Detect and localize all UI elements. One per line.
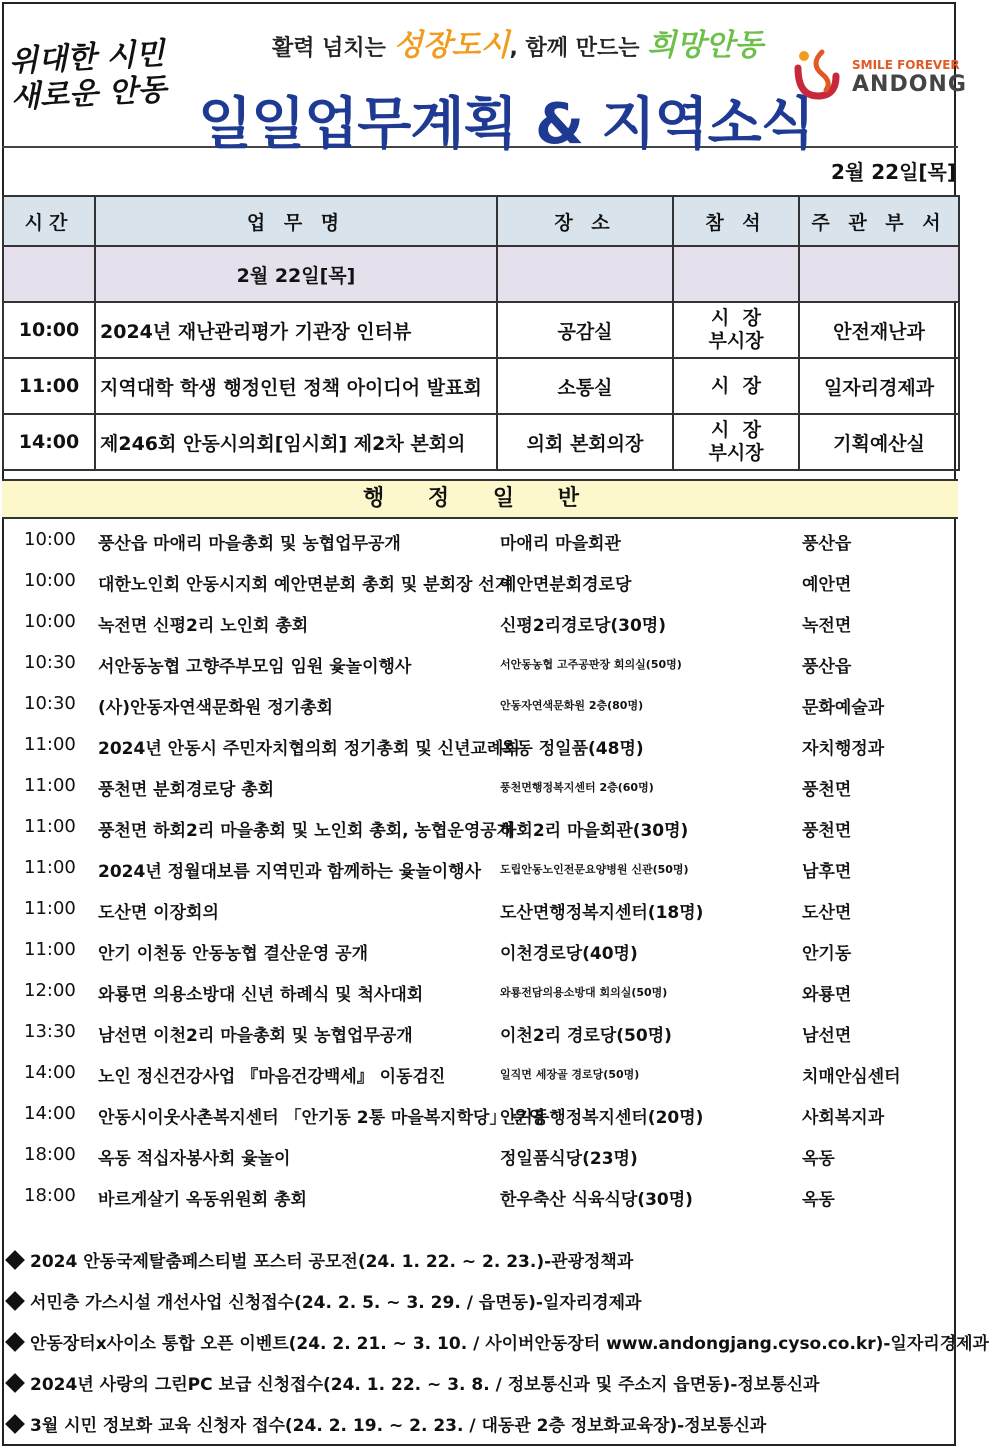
top-slogan xyxy=(272,20,763,64)
event-place: 와룡전담의용소방대 회의실(50명) xyxy=(500,986,668,999)
event-place: 일직면 세장골 경로당(50명) xyxy=(500,1068,640,1081)
list-item xyxy=(2,520,958,561)
list-item xyxy=(2,766,958,807)
event-place: 도산면행정복지센터(18명) xyxy=(500,903,704,923)
event-name: 2024년 정월대보름 지역민과 함께하는 윷놀이행사 xyxy=(98,862,482,882)
event-place: 서안동농협 고주공판장 회의실(50명) xyxy=(500,658,682,671)
event-name: 안동시이웃사촌복지센터 「안기동 2통 마을복지학당」 운영 xyxy=(98,1108,546,1128)
col-header-task: 업 무 명 xyxy=(95,196,497,246)
event-dept: 도산면 xyxy=(802,903,852,923)
slogan-hope: 희망안동 xyxy=(647,28,764,63)
notices-list xyxy=(4,1242,989,1447)
event-place: 안기동행정복지센터(20명) xyxy=(500,1108,704,1128)
notice-text: 2024년 사랑의 그린PC 보급 신청접수(24. 1. 22. ~ 3. 8. / 정보통신과 및 주소지 읍면동)-정보통신과 xyxy=(30,1375,820,1395)
event-dept: 풍천면 xyxy=(802,821,852,841)
row-task: 2024년 재난관리평가 기관장 인터뷰 xyxy=(95,302,497,358)
event-name: 노인 정신건강사업 『마음건강백세』 이동검진 xyxy=(98,1067,446,1087)
table-row xyxy=(3,358,959,414)
diamond-bullet-icon xyxy=(5,1250,25,1270)
notice-text: 2024 안동국제탈춤페스티벌 포스터 공모전(24. 1. 22. ~ 2. 23.)-관광정책과 xyxy=(30,1252,634,1272)
event-place: 풍천면행정복지센터 2층(60명) xyxy=(500,781,654,794)
event-dept: 사회복지과 xyxy=(802,1108,885,1128)
list-item xyxy=(2,1012,958,1053)
diamond-bullet-icon xyxy=(5,1373,25,1393)
event-place: 안동자연색문화원 2층(80명) xyxy=(500,699,644,712)
event-time: 11:00 xyxy=(24,816,76,837)
col-header-attend: 참 석 xyxy=(673,196,799,246)
list-item xyxy=(2,848,958,889)
table-date-label: 2월 22일[목] xyxy=(95,246,497,302)
list-item xyxy=(2,807,958,848)
event-dept: 옥동 xyxy=(802,1190,835,1210)
row-time: 11:00 xyxy=(3,358,95,414)
notice-text: 서민층 가스시설 개선사업 신청접수(24. 2. 5. ~ 3. 29. / 읍면동)-일자리경제과 xyxy=(30,1293,642,1313)
event-dept: 녹전면 xyxy=(802,616,852,636)
diamond-bullet-icon xyxy=(5,1332,25,1352)
event-dept: 옥동 xyxy=(802,1149,835,1169)
list-item xyxy=(2,930,958,971)
list-item xyxy=(2,561,958,602)
row-task: 지역대학 학생 행정인턴 정책 아이디어 발표회 xyxy=(95,358,497,414)
row-time: 14:00 xyxy=(3,414,95,470)
diamond-bullet-icon xyxy=(5,1291,25,1311)
notice-item xyxy=(4,1242,956,1283)
table-date-row xyxy=(3,246,959,302)
row-dept: 일자리경제과 xyxy=(799,358,959,414)
event-dept: 풍산읍 xyxy=(802,534,852,554)
event-dept: 풍천면 xyxy=(802,780,852,800)
event-place: 정일품식당(23명) xyxy=(500,1149,638,1169)
slogan-growth: 성장도시 xyxy=(393,28,510,63)
list-item xyxy=(2,684,958,725)
table-row xyxy=(3,414,959,470)
list-item xyxy=(2,1135,958,1176)
events-list xyxy=(2,520,958,1217)
row-place: 공감실 xyxy=(497,302,673,358)
notice-item xyxy=(4,1283,956,1324)
event-time: 14:00 xyxy=(24,1103,76,1124)
page-title: 일일업무계획 & 지역소식 xyxy=(198,92,814,157)
event-place: 이천2리 경로당(50명) xyxy=(500,1026,672,1046)
event-place: 신평2리경로당(30명) xyxy=(500,616,666,636)
table-header-row xyxy=(3,196,959,246)
notice-text: 3월 시민 정보화 교육 신청자 접수(24. 2. 19. ~ 2. 23. / 대동관 2층 정보화교육장)-정보통신과 xyxy=(30,1416,767,1436)
event-name: 2024년 안동시 주민자치협의회 정기총회 및 신년교례회 xyxy=(98,739,520,759)
event-name: 풍천면 분회경로당 총회 xyxy=(98,780,275,800)
event-dept: 남후면 xyxy=(802,862,852,882)
event-name: 옥동 적십자봉사회 윷놀이 xyxy=(98,1149,291,1169)
notice-item xyxy=(4,1406,956,1447)
notice-item xyxy=(4,1365,956,1406)
col-header-dept: 주 관 부 서 xyxy=(799,196,959,246)
event-dept: 안기동 xyxy=(802,944,852,964)
row-attendees: 시 장 부시장 xyxy=(673,302,799,358)
row-dept: 안전재난과 xyxy=(799,302,959,358)
event-place: 하회2리 마을회관(30명) xyxy=(500,821,689,841)
event-time: 11:00 xyxy=(24,734,76,755)
event-time: 11:00 xyxy=(24,939,76,960)
diamond-bullet-icon xyxy=(5,1414,25,1434)
schedule-table xyxy=(2,195,960,471)
row-attendees: 시 장 xyxy=(673,358,799,414)
event-place: 예안면분회경로당 xyxy=(500,575,632,595)
event-dept: 문화예술과 xyxy=(802,698,885,718)
list-item xyxy=(2,643,958,684)
slogan-prefix: 활력 넘치는 xyxy=(272,36,394,61)
logo-subtitle: SMILE FOREVER xyxy=(852,58,960,72)
list-item xyxy=(2,725,958,766)
event-name: 녹전면 신평2리 노인회 총회 xyxy=(98,616,309,636)
event-time: 10:00 xyxy=(24,611,76,632)
event-name: 남선면 이천2리 마을총회 및 농협업무공개 xyxy=(98,1026,413,1046)
event-dept: 예안면 xyxy=(802,575,852,595)
list-item xyxy=(2,889,958,930)
event-place: 마애리 마을회관 xyxy=(500,534,621,554)
event-dept: 남선면 xyxy=(802,1026,852,1046)
col-header-time: 시간 xyxy=(3,196,95,246)
slogan-mid: , 함께 만드는 xyxy=(509,36,648,61)
event-dept: 와룡면 xyxy=(802,985,852,1005)
event-time: 18:00 xyxy=(24,1185,76,1206)
event-place: 옥동 정일품(48명) xyxy=(500,739,644,759)
event-time: 12:00 xyxy=(24,980,76,1001)
event-time: 18:00 xyxy=(24,1144,76,1165)
page-header xyxy=(2,2,967,157)
andong-logo xyxy=(792,46,967,108)
event-name: 도산면 이장회의 xyxy=(98,903,219,923)
list-item xyxy=(2,1053,958,1094)
event-place: 이천경로당(40명) xyxy=(500,944,638,964)
list-item xyxy=(2,1094,958,1135)
smile-logo-icon xyxy=(792,46,842,102)
event-place: 도립안동노인전문요양병원 신관(50명) xyxy=(500,863,689,876)
list-item xyxy=(2,971,958,1012)
event-time: 10:00 xyxy=(24,529,76,550)
report-date: 2월 22일[목] xyxy=(831,160,956,184)
row-place: 소통실 xyxy=(497,358,673,414)
col-header-place: 장 소 xyxy=(497,196,673,246)
event-dept: 자치행정과 xyxy=(802,739,885,759)
event-time: 14:00 xyxy=(24,1062,76,1083)
event-time: 13:30 xyxy=(24,1021,76,1042)
list-item xyxy=(2,1176,958,1217)
logo-wordmark: ANDONG xyxy=(852,72,967,97)
row-attendees: 시 장 부시장 xyxy=(673,414,799,470)
event-name: 풍산읍 마애리 마을총회 및 농협업무공개 xyxy=(98,534,401,554)
city-slogan: 위대한 시민 새로운 안동 xyxy=(8,36,168,116)
event-time: 10:30 xyxy=(24,693,76,714)
event-name: 서안동농협 고향주부모임 임원 윷놀이행사 xyxy=(98,657,412,677)
notice-item xyxy=(4,1324,989,1365)
event-name: 대한노인회 안동시지회 예안면분회 총회 및 분회장 선거 xyxy=(98,575,512,595)
event-name: 와룡면 의용소방대 신년 하례식 및 척사대회 xyxy=(98,985,424,1005)
event-name: 안기 이천동 안동농협 결산운영 공개 xyxy=(98,944,369,964)
list-item xyxy=(2,602,958,643)
event-time: 10:00 xyxy=(24,570,76,591)
event-name: (사)안동자연색문화원 정기총회 xyxy=(98,698,333,718)
event-name: 바르게살기 옥동위원회 총회 xyxy=(98,1190,307,1210)
general-admin-heading: 행 정 일 반 xyxy=(2,479,958,519)
row-place: 의회 본회의장 xyxy=(497,414,673,470)
table-row xyxy=(3,302,959,358)
event-time: 10:30 xyxy=(24,652,76,673)
notice-text: 안동장터x사이소 통합 오픈 이벤트(24. 2. 21. ~ 3. 10. / 사이버안동장터 www.andongjang.cyso.co.kr)-일자리경제과 xyxy=(30,1334,989,1354)
event-time: 11:00 xyxy=(24,775,76,796)
row-dept: 기획예산실 xyxy=(799,414,959,470)
event-dept: 치매안심센터 xyxy=(802,1067,901,1087)
event-time: 11:00 xyxy=(24,857,76,878)
event-place: 한우축산 식육식당(30명) xyxy=(500,1190,693,1210)
event-time: 11:00 xyxy=(24,898,76,919)
row-task: 제246회 안동시의회[임시회] 제2차 본회의 xyxy=(95,414,497,470)
event-dept: 풍산읍 xyxy=(802,657,852,677)
row-time: 10:00 xyxy=(3,302,95,358)
event-name: 풍천면 하회2리 마을총회 및 노인회 총회, 농협운영공개 xyxy=(98,821,514,841)
